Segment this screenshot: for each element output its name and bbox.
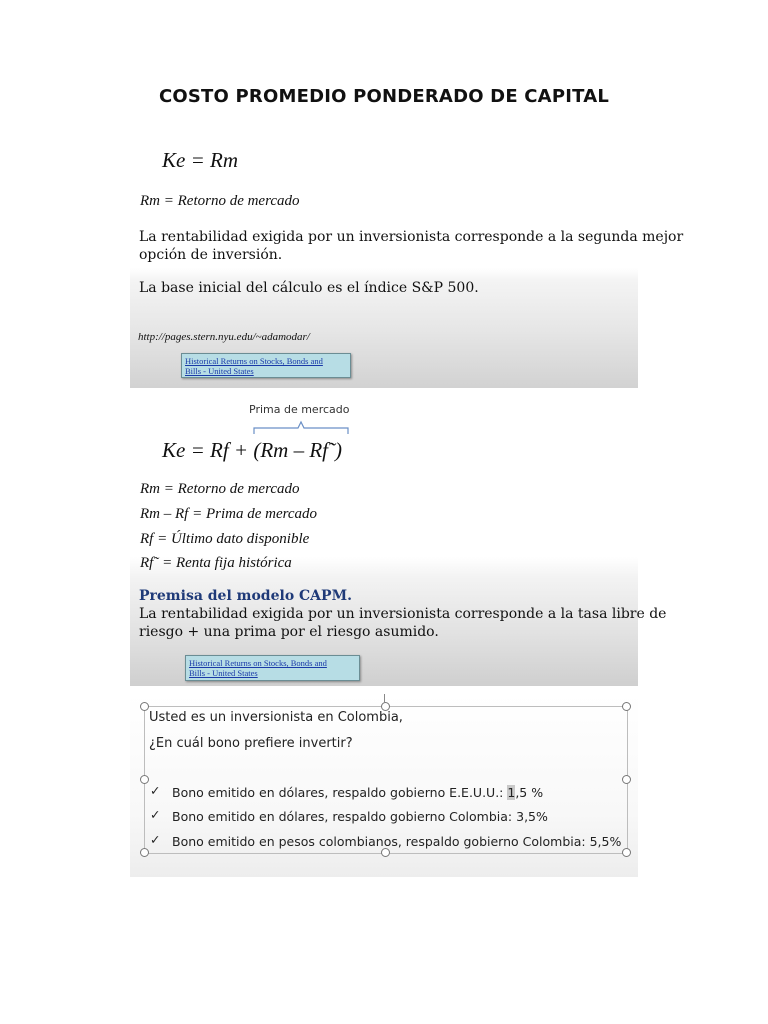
slide-bond-question <box>130 694 638 877</box>
definition-rf: Rf = Último dato disponible <box>140 531 310 547</box>
definition-rm: Rm = Retorno de mercado <box>140 193 300 209</box>
source-url[interactable]: http://pages.stern.nyu.edu/~adamodar/ <box>138 331 310 343</box>
resize-handle-icon[interactable] <box>140 702 149 711</box>
selection-frame[interactable] <box>144 706 628 854</box>
definition-rf-historical: Rf˜ = Renta fija histórica <box>140 555 292 571</box>
definition-rm: Rm = Retorno de mercado <box>140 481 300 497</box>
slide-market-return <box>130 130 684 388</box>
rotate-stem <box>384 694 385 703</box>
premise-line-2: riesgo + una prima por el riesgo asumido. <box>139 624 439 640</box>
premise-title: Premisa del modelo CAPM. <box>139 588 352 604</box>
resize-handle-icon[interactable] <box>140 775 149 784</box>
bond-option-2: Bono emitido en dólares, respaldo gobierno Colombia: 3,5% <box>172 809 548 824</box>
resize-handle-icon[interactable] <box>140 848 149 857</box>
brace-icon <box>250 418 352 436</box>
definition-market-premium: Rm – Rf = Prima de mercado <box>140 506 318 522</box>
bond-option-3: Bono emitido en pesos colombianos, respaldo gobierno Colombia: 5,5% <box>172 834 622 849</box>
resize-handle-icon[interactable] <box>622 848 631 857</box>
link-line-1: Historical Returns on Stocks, Bonds and <box>189 658 327 668</box>
base-index-text: La base inicial del cálculo es el índice S&P 500. <box>139 280 479 296</box>
resize-handle-icon[interactable] <box>622 702 631 711</box>
link-line-2: Bills - United States <box>189 668 258 678</box>
checkmark-icon: ✓ <box>150 807 161 822</box>
paragraph-line-1: La rentabilidad exigida por un inversionista corresponde a la segunda mejor <box>139 229 684 245</box>
link-line-1: Historical Returns on Stocks, Bonds and <box>185 356 323 366</box>
resize-handle-icon[interactable] <box>622 775 631 784</box>
question-line-2: ¿En cuál bono prefiere invertir? <box>149 736 353 751</box>
slide-capm <box>130 392 667 686</box>
paragraph-line-2: opción de inversión. <box>139 247 283 263</box>
checkmark-icon: ✓ <box>150 783 161 798</box>
page-title: COSTO PROMEDIO PONDERADO DE CAPITAL <box>158 86 609 107</box>
brace-label: Prima de mercado <box>249 403 350 416</box>
historical-returns-link[interactable] <box>181 353 351 378</box>
highlighted-text: 1 <box>507 785 516 800</box>
question-line-1: Usted es un inversionista en Colombia, <box>149 710 403 725</box>
resize-handle-icon[interactable] <box>381 848 390 857</box>
historical-returns-link[interactable] <box>185 655 360 681</box>
link-line-2: Bills - United States <box>185 366 254 376</box>
formula-capm: Ke = Rf + (Rm – Rf˜) <box>162 438 342 462</box>
bond-option-1: Bono emitido en dólares, respaldo gobierno E.E.U.U.: 1,5 % <box>172 785 544 800</box>
premise-line-1: La rentabilidad exigida por un inversionista corresponde a la tasa libre de <box>139 606 667 622</box>
checkmark-icon: ✓ <box>150 832 161 847</box>
formula-ke-rm: Ke = Rm <box>162 148 238 172</box>
